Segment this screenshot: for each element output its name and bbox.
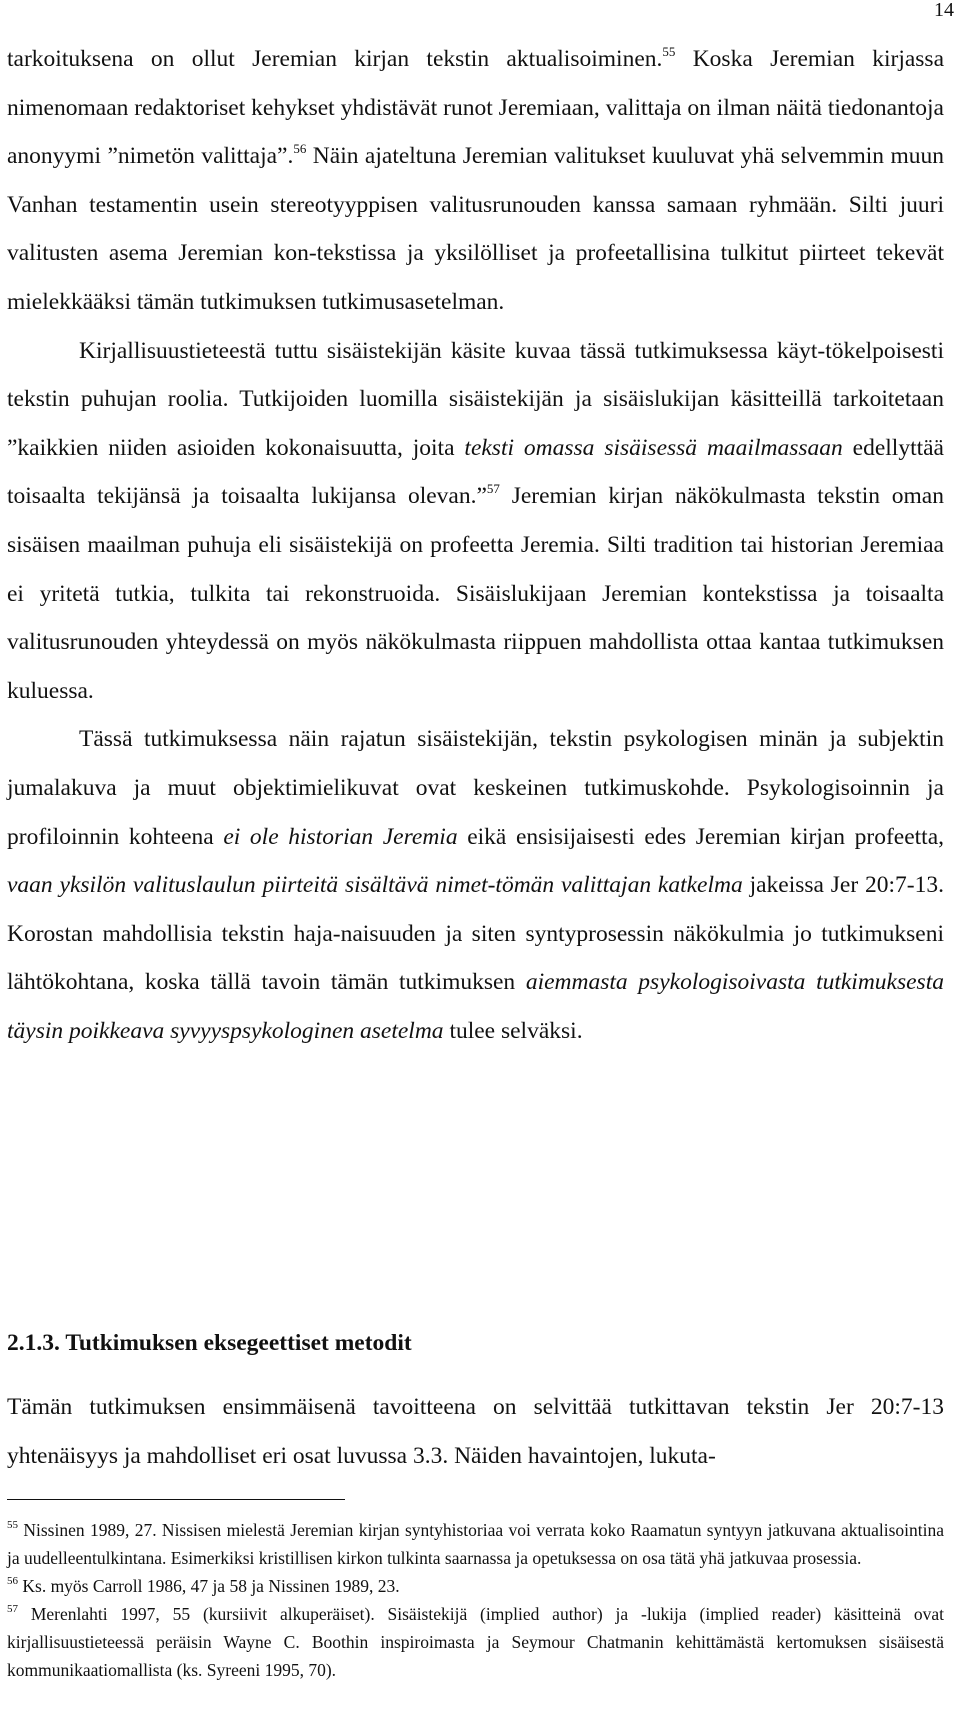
- footnote-number: 57: [7, 1603, 18, 1615]
- paragraph-3-italic-2: vaan yksilön valituslaulun piirteitä sisältävä nimet-tömän valittajan katkelma: [7, 872, 743, 899]
- section-heading: 2.1.3. Tutkimuksen eksegeettiset metodit: [7, 1330, 412, 1356]
- paragraph-1-text-b: Koska Jeremian kirjassa nimenomaan redaktoriset kehykset yhdistävät runot Jeremiaan, valittaja on ilman näitä tiedonantoja anonyymi ”nimetön valittaja”.: [7, 46, 944, 170]
- paragraph-3-text-c: jakeissa Jer 20:7-13. Korostan mahdollisia tekstin haja-naisuuden ja siten syntyprosessin näkökulmia jo tutkimukseni lähtökohtana, koska tällä tavoin tämän tutkimuksen: [7, 872, 944, 996]
- footnote-ref-57: 57: [486, 481, 500, 497]
- paragraph-3-text-a: Tässä tutkimuksessa näin rajatun sisäistekijän, tekstin psykologisen minän ja subjektin jumalakuva ja muut objektimielikuvat ovat keskeinen tutkimuskohde. Psykologisoinnin ja profiloinnin kohteena: [7, 726, 944, 850]
- footnote-divider: [7, 1499, 345, 1500]
- paragraph-2-text-a: Kirjallisuustieteestä tuttu sisäistekijän käsite kuvaa tässä tutkimuksessa käyt-tökelpoisesti tekstin puhujan roolia. Tutkijoiden luomilla sisäistekijän ja sisäislukijan käsitteillä tarkoitetaan ”kaikkien niiden asioiden kokonaisuutta, joita: [7, 337, 944, 461]
- footnote-55: [7, 1516, 944, 1572]
- paragraph-2-text-c: Jeremian kirjan näkökulmasta tekstin oman sisäisen maailman puhuja eli sisäistekijä on profeetta Jeremia. Silti tradition tai historian Jeremiaa ei yritetä tutkia, tulkita tai rekonstruoida. Sisäislukijaan Jeremian kontekstissa ja toisaalta valitusrunouden yhteydessä on myös näkökulmasta riippuen mahdollista ottaa kantaa tutkimuksen kuluessa.: [7, 483, 944, 704]
- footnote-number: 55: [7, 1519, 18, 1531]
- paragraph-1: [7, 35, 944, 327]
- footnote-number: 56: [7, 1575, 18, 1587]
- footnote-57: [7, 1600, 944, 1684]
- page-number: 14: [934, 0, 954, 21]
- footnote-ref-55: 55: [662, 44, 676, 59]
- paragraph-3-italic-1: ei ole historian Jeremia: [223, 823, 458, 850]
- paragraph-3-italic-3: aiemmasta psykologisoivasta tutkimuksesta täysin poikkeava syvyyspsykologinen asetelma: [7, 969, 944, 1044]
- footnote-text: Ks. myös Carroll 1986, 47 ja 58 ja Nissinen 1989, 23.: [18, 1576, 400, 1596]
- footnote-text: Nissinen 1989, 27. Nissisen mielestä Jeremian kirjan syntyhistoriaa voi verrata koko Raamatun syntyyn jatkuvana aktualisointina ja uudelleentulkintana. Esimerkiksi kristillisen kirkon tulkinta saarnassa ja opetuksessa on osa tätä yhä jatkuvaa prosessia.: [7, 1520, 944, 1568]
- section-text: [7, 1383, 944, 1480]
- paragraph-2-italic: teksti omassa sisäisessä maailmassaan: [464, 434, 843, 461]
- paragraph-3: [7, 715, 944, 1055]
- footnote-ref-56: 56: [293, 141, 307, 157]
- paragraph-3-text-d: tulee selväksi.: [443, 1017, 583, 1044]
- paragraph-2: [7, 327, 944, 716]
- footnote-56: [7, 1572, 944, 1600]
- footnotes: [7, 1516, 944, 1684]
- paragraph-1-text-c: Näin ajateltuna Jeremian valitukset kuuluvat yhä selvemmin muun Vanhan testamentin usein stereotyyppisen valitusrunouden kanssa samaan ryhmään. Silti juuri valitusten asema Jeremian kon-tekstissa ja yksilölliset ja profeetallisina tulkitut piirteet tekevät mielekkääksi tämän tutkimuksen tutkimusasetelman.: [7, 143, 944, 315]
- body-text: [7, 35, 944, 1055]
- section-paragraph: Tämän tutkimuksen ensimmäisenä tavoitteena on selvittää tutkittavan tekstin Jer 20:7-13 yhtenäisyys ja mahdolliset eri osat luvussa 3.3. Näiden havaintojen, lukuta-: [7, 1394, 944, 1469]
- paragraph-3-text-b: eikä ensisijaisesti edes Jeremian kirjan profeetta,: [457, 823, 945, 850]
- paragraph-1-text-a: tarkoituksena on ollut Jeremian kirjan tekstin aktualisoiminen.: [7, 46, 663, 72]
- footnote-text: Merenlahti 1997, 55 (kursiivit alkuperäiset). Sisäistekijä (implied author) ja -lukija (implied reader) käsitteinä ovat kirjallisuustieteessä peräisin Wayne C. Boothin inspiroimasta ja Seymour Chatmanin kehittämästä kertomuksen sisäisestä kommunikaatiomallista (ks. Syreeni 1995, 70).: [7, 1604, 944, 1680]
- paragraph-2-text-b: edellyttää toisaalta tekijänsä ja toisaalta lukijansa olevan.”: [7, 434, 944, 510]
